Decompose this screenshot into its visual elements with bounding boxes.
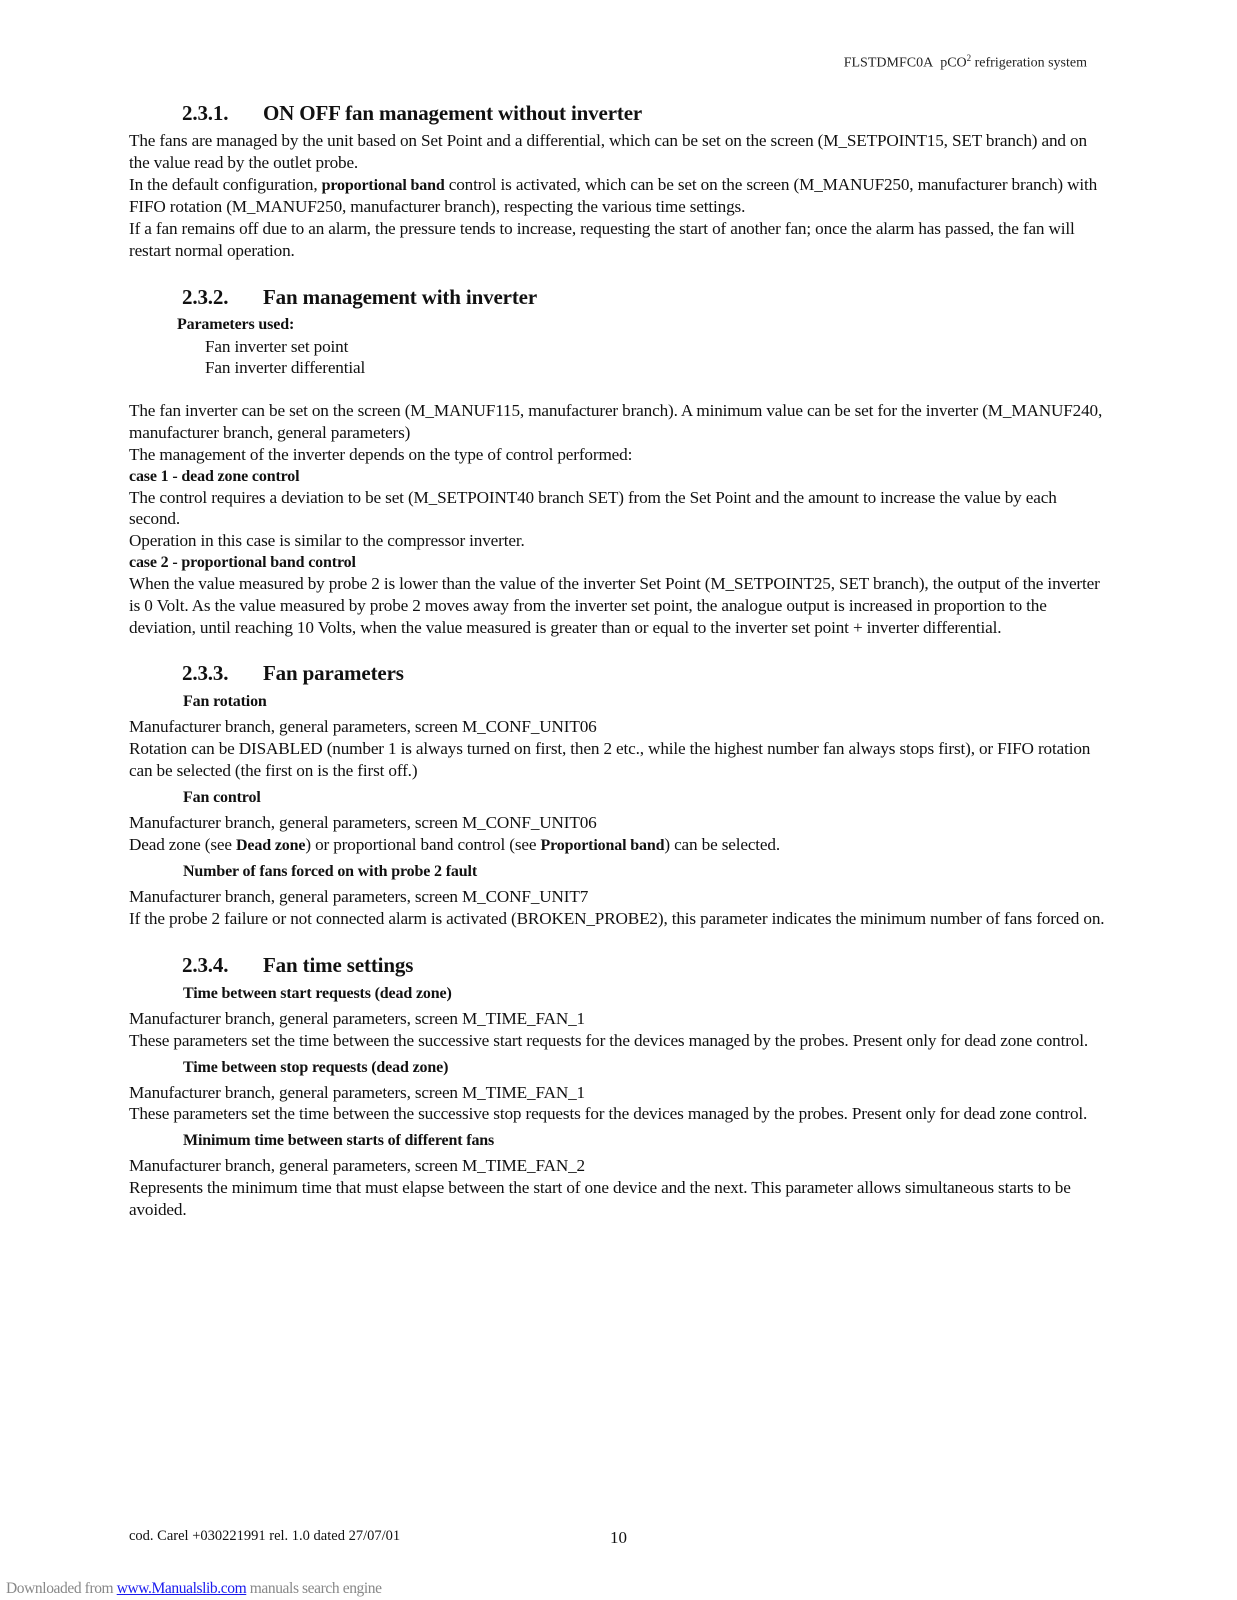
paragraph: Represents the minimum time that must elapse between the start of one device and the next. This parameter allows simultaneous starts to be avoided.	[129, 1177, 1071, 1219]
product-prefix: pCO	[940, 55, 967, 71]
section-number: 2.3.1.	[182, 101, 229, 125]
section-heading-2-3-1	[182, 100, 1111, 126]
paragraph: These parameters set the time between the successive stop requests for the devices managed by the probes. Present only for dead zone control.	[129, 1104, 1088, 1124]
subheading: Number of fans forced on with probe 2 fault	[183, 863, 478, 881]
paragraph: If a fan remains off due to an alarm, the pressure tends to increase, requesting the start of another fan; once the alarm has passed, the fan will restart normal operation.	[129, 219, 1075, 260]
manualslib-link[interactable]: www.Manualslib.com	[116, 1580, 247, 1597]
bold-term: Dead zone	[236, 836, 306, 854]
download-notice	[6, 1580, 382, 1598]
section-number: 2.3.2.	[182, 284, 229, 309]
parameter-item: Fan inverter set point	[205, 336, 349, 356]
parameters-title: Parameters used:	[177, 315, 295, 333]
text-run: control is activated, which can be set on the screen (M_MANUF250, manufacturer branch) with FIFO rotation (M_MANUF250, manufacturer branch), respecting the various time settings.	[129, 174, 1098, 217]
paragraph: Manufacturer branch, general parameters, screen M_TIME_FAN_2	[129, 1156, 585, 1176]
section-title: Fan time settings	[263, 952, 414, 977]
paragraph	[129, 174, 1111, 219]
paragraph: Manufacturer branch, general parameters, screen M_CONF_UNIT06	[129, 812, 597, 832]
case-label: case 2 - proportional band control	[129, 553, 356, 571]
bold-term: proportional band	[321, 176, 445, 194]
paragraph: If the probe 2 failure or not connected alarm is activated (BROKEN_PROBE2), this parameter indicates the minimum number of fans forced on.	[129, 909, 1105, 929]
paragraph: Operation in this case is similar to the compressor inverter.	[129, 531, 525, 551]
paragraph: When the value measured by probe 2 is lower than the value of the inverter Set Point (M_SETPOINT25, SET branch), the output of the inverter is 0 Volt. As the value measured by probe 2 moves away from the inverter set point, the analogue output is increased in proportion to the deviation, until reaching 10 Volts, when the value measured is greater than or equal to the inverter set point + inverter differential.	[129, 573, 1100, 637]
paragraph: Manufacturer branch, general parameters, screen M_CONF_UNIT7	[129, 887, 589, 907]
section-heading-2-3-4	[182, 952, 1111, 978]
footer-document-code: cod. Carel +030221991 rel. 1.0 dated 27/07/01	[129, 1528, 401, 1544]
paragraph: The fan inverter can be set on the screen (M_MANUF115, manufacturer branch). A minimum value can be set for the inverter (M_MANUF240, manufacturer branch, general parameters)	[129, 401, 1103, 442]
paragraph	[129, 834, 1111, 857]
subheading: Time between stop requests (dead zone)	[183, 1058, 449, 1076]
product-suffix: refrigeration system	[971, 55, 1087, 71]
paragraph: The control requires a deviation to be set (M_SETPOINT40 branch SET) from the Set Point and the amount to increase the value by each second.	[129, 487, 1057, 529]
text-run: ) can be selected.	[664, 834, 780, 854]
download-suffix: manuals search engine	[246, 1580, 382, 1597]
page-body	[129, 100, 1111, 1221]
paragraph: The management of the inverter depends on the type of control performed:	[129, 444, 633, 464]
section-heading-2-3-2	[182, 284, 1111, 310]
section-title: Fan management with inverter	[263, 284, 537, 309]
section-heading-2-3-3	[182, 660, 1111, 686]
paragraph: The fans are managed by the unit based on Set Point and a differential, which can be set on the screen (M_SETPOINT15, SET branch) and on the value read by the outlet probe.	[129, 131, 1087, 172]
text-run: In the default configuration,	[129, 174, 322, 194]
section-title: Fan parameters	[263, 661, 404, 686]
text-run: Dead zone (see	[129, 834, 237, 854]
text-run: ) or proportional band control (see	[305, 834, 541, 854]
page-number: 10	[610, 1528, 627, 1547]
section-title: ON OFF fan management without inverter	[263, 101, 643, 125]
doc-code: FLSTDMFC0A	[843, 55, 934, 71]
download-prefix: Downloaded from	[6, 1580, 117, 1597]
paragraph: Manufacturer branch, general parameters, screen M_TIME_FAN_1	[129, 1082, 585, 1102]
subheading: Fan control	[183, 788, 261, 806]
product-superscript: 2	[966, 53, 972, 63]
paragraph: These parameters set the time between the successive start requests for the devices managed by the probes. Present only for dead zone control.	[129, 1030, 1088, 1050]
paragraph: Manufacturer branch, general parameters, screen M_CONF_UNIT06	[129, 717, 597, 737]
section-number: 2.3.4.	[182, 952, 229, 977]
case-label: case 1 - dead zone control	[129, 467, 300, 485]
section-number: 2.3.3.	[182, 661, 229, 686]
paragraph: Manufacturer branch, general parameters, screen M_TIME_FAN_1	[129, 1008, 585, 1028]
subheading: Time between start requests (dead zone)	[183, 984, 452, 1002]
subheading: Minimum time between starts of different fans	[183, 1132, 495, 1150]
parameter-item: Fan inverter differential	[205, 358, 366, 378]
paragraph: Rotation can be DISABLED (number 1 is always turned on first, then 2 etc., while the highest number fan always stops first), or FIFO rotation can be selected (the first on is the first off.)	[129, 739, 1091, 780]
bold-term: Proportional band	[540, 836, 665, 854]
subheading: Fan rotation	[183, 693, 267, 711]
running-header	[844, 53, 1087, 72]
